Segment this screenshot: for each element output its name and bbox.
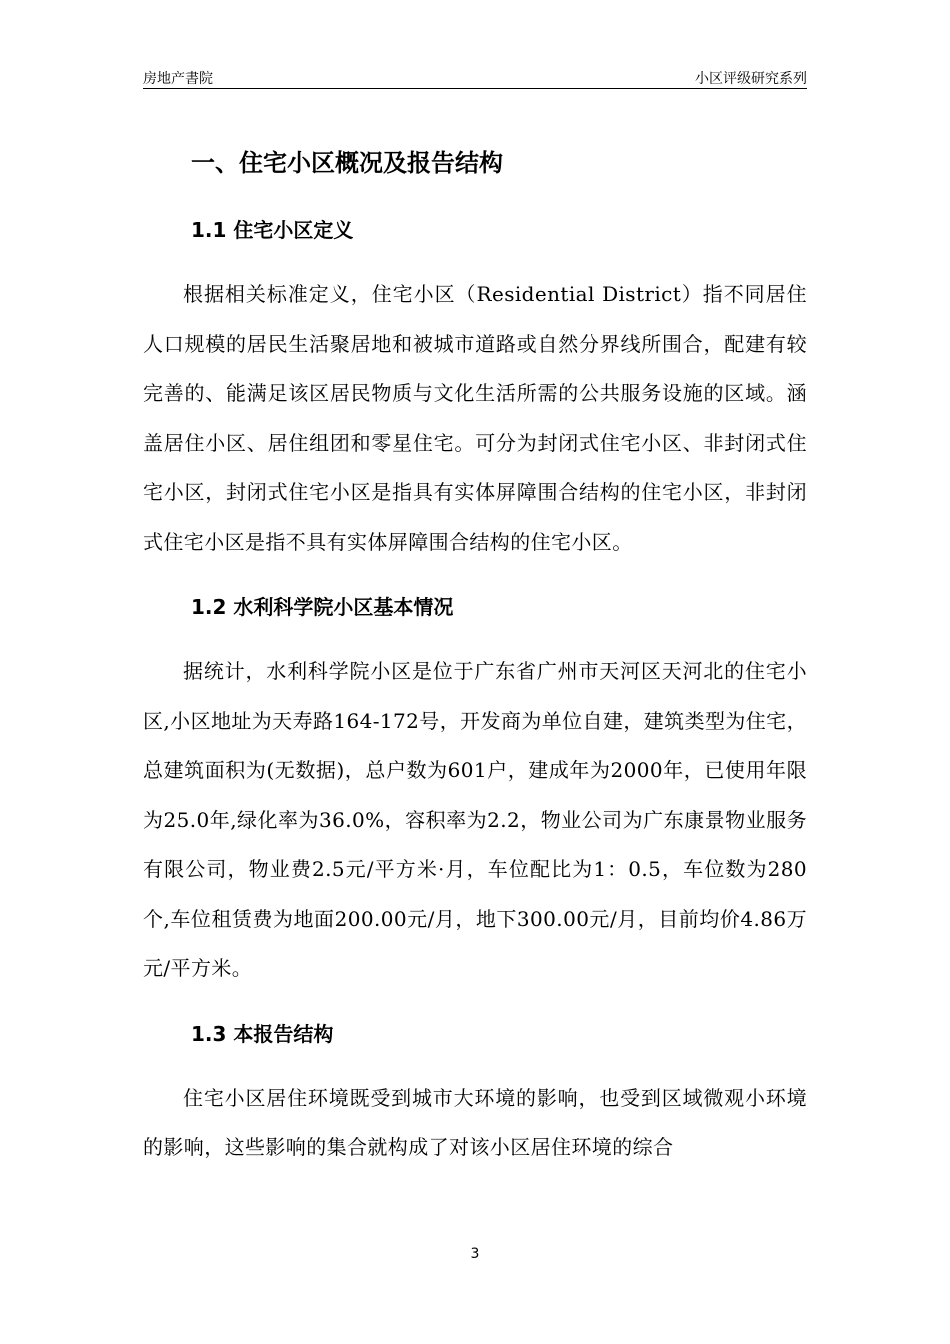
header-series: 小区评级研究系列	[695, 71, 807, 87]
section-heading-1-2: 1.2 水利科学院小区基本情况	[191, 595, 454, 619]
section-body-1-3: 住宅小区居住环境既受到城市大环境的影响，也受到区域微观小环境的影响，这些影响的集合就构成了对该小区居住环境的综合	[143, 1085, 807, 1159]
page-content	[143, 140, 807, 1173]
page-number: 3	[470, 1246, 480, 1262]
section-body-1-2: 据统计，水利科学院小区是位于广东省广州市天河区天河北的住宅小区,小区地址为天寿路164-172号，开发商为单位自建，建筑类型为住宅，总建筑面积为(无数据)，总户数为601户，建成年为2000年，已使用年限为25.0年,绿化率为36.0%，容积率为2.2，物业公司为广东康景物业服务有限公司，物业费2.5元/平方米·月，车位配比为1：0.5，车位数为280个,车位租赁费为地面200.00元/月，地下300.00元/月，目前均价4.86万元/平方米。	[143, 659, 807, 980]
section-heading-1-1: 1.1 住宅小区定义	[191, 218, 354, 242]
page-header	[143, 66, 807, 89]
chapter-title: 一、住宅小区概况及报告结构	[191, 149, 503, 177]
section-heading-1-3: 1.3 本报告结构	[191, 1021, 334, 1046]
header-publisher: 房地产書院	[143, 71, 213, 87]
section-body-1-1: 根据相关标准定义，住宅小区（Residential District）指不同居住人口规模的居民生活聚居地和被城市道路或自然分界线所围合，配建有较完善的、能满足该区居民物质与文化生活所需的公共服务设施的区域。涵盖居住小区、居住组团和零星住宅。可分为封闭式住宅小区、非封闭式住宅小区，封闭式住宅小区是指具有实体屏障围合结构的住宅小区，非封闭式住宅小区是指不具有实体屏障围合结构的住宅小区。	[143, 282, 807, 554]
